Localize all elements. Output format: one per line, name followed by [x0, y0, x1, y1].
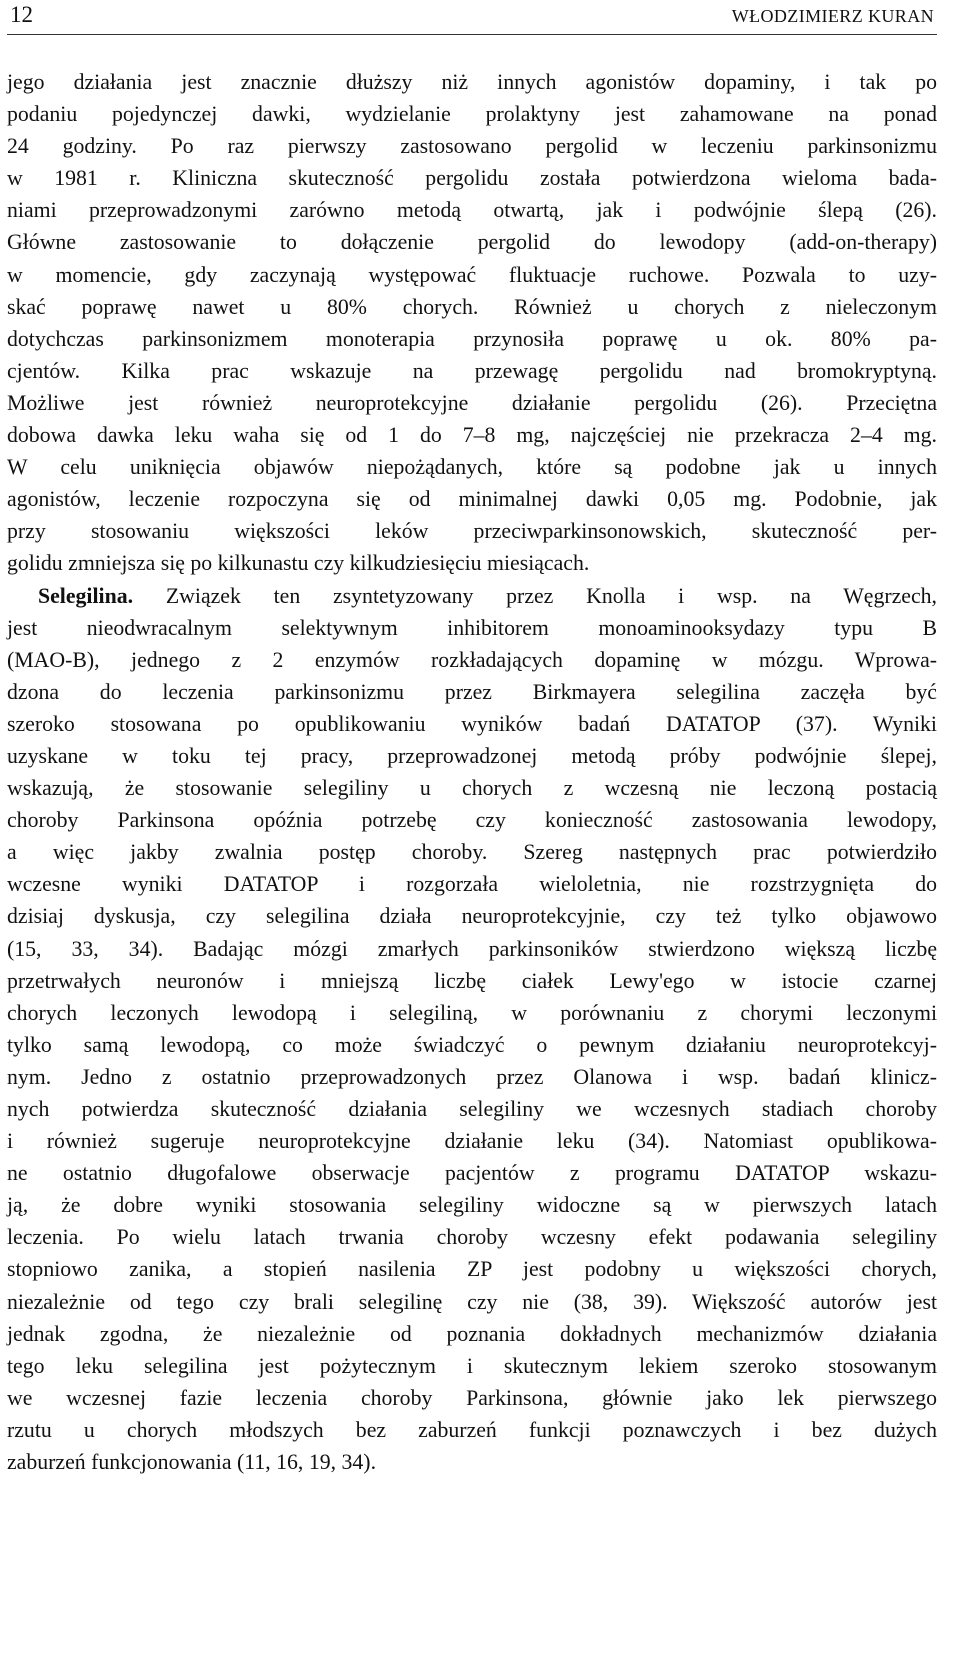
body-text: [7, 66, 937, 1478]
text-line: ne ostatnio długofalowe obserwacje pacjentów z programu DATATOP wskazu-: [7, 1161, 937, 1186]
running-header: [7, 0, 937, 38]
text-line: tylko samą lewodopą, co może świadczyć o pewnym działaniu neuroprotekcyj-: [7, 1032, 937, 1057]
text-line: dobowa dawka leku waha się od 1 do 7–8 mg, najczęściej nie przekracza 2–4 mg.: [7, 423, 937, 448]
text-line: 24 godziny. Po raz pierwszy zastosowano pergolid w leczeniu parkinsonizmu: [7, 134, 937, 159]
text-line: stopniowo zanika, a stopień nasilenia ZP jest podobny u większości chorych,: [7, 1257, 937, 1282]
text-line: skać poprawę nawet u 80% chorych. Również u chorych z nieleczonym: [7, 294, 937, 319]
text-line: nym. Jedno z ostatnio przeprowadzonych przez Olanowa i wsp. badań klinicz-: [7, 1064, 937, 1089]
text-line: przy stosowaniu większości leków przeciwparkinsonowskich, skuteczność per-: [7, 519, 937, 544]
text-fragment: Związek ten zsyntetyzowany przez Knolla i wsp. na Węgrzech,: [133, 583, 937, 608]
section-heading-selegilina: Selegilina.: [38, 583, 134, 608]
text-line: agonistów, leczenie rozpoczyna się od minimalnej dawki 0,05 mg. Podobnie, jak: [7, 487, 937, 512]
text-line: a więc jakby zwalnia postęp choroby. Szereg następnych prac potwierdziło: [7, 840, 937, 865]
text-line: dzisiaj dyskusja, czy selegilina działa neuroprotekcyjnie, czy też tylko objawowo: [7, 904, 937, 929]
text-line: szeroko stosowana po opublikowaniu wyników badań DATATOP (37). Wyniki: [7, 711, 937, 736]
text-line: dzona do leczenia parkinsonizmu przez Birkmayera selegilina zaczęła być: [7, 679, 937, 704]
text-line: cjentów. Kilka prac wskazuje na przewagę pergolidu nad bromokryptyną.: [7, 358, 937, 383]
text-line: chorych leczonych lewodopą i selegiliną, w porównaniu z chorymi leczonymi: [7, 1000, 937, 1025]
text-line: rzutu u chorych młodszych bez zaburzeń funkcji poznawczych i bez dużych: [7, 1417, 937, 1442]
text-line: niami przeprowadzonymi zarówno metodą otwartą, jak i podwójnie ślepą (26).: [7, 198, 937, 223]
text-line: niezależnie od tego czy brali selegilinę czy nie (38, 39). Większość autorów jest: [7, 1289, 937, 1314]
text-line: we wczesnej fazie leczenia choroby Parkinsona, głównie jako lek pierwszego: [7, 1385, 937, 1410]
text-line: wskazują, że stosowanie selegiliny u chorych z wczesną nie leczoną postacią: [7, 776, 937, 801]
text-line: przetrwałych neuronów i mniejszą liczbę ciałek Lewy'ego w istocie czarnej: [7, 968, 937, 993]
text-line: Główne zastosowanie to dołączenie pergolid do lewodopy (add-on-therapy): [7, 230, 937, 255]
text-line: [7, 580, 937, 612]
text-line: jednak zgodna, że niezależnie od poznania dokładnych mechanizmów działania: [7, 1321, 937, 1346]
text-line: choroby Parkinsona opóźnia potrzebę czy konieczność zastosowania lewodopy,: [7, 808, 937, 833]
paragraph-selegiline: [7, 580, 937, 1479]
text-line: wczesne wyniki DATATOP i rozgorzała wieloletnia, nie rozstrzygnięta do: [7, 872, 937, 897]
text-line: w momencie, gdy zaczynają występować fluktuacje ruchowe. Pozwala to uzy-: [7, 262, 937, 287]
text-line: podaniu pojedynczej dawki, wydzielanie prolaktyny jest zahamowane na ponad: [7, 102, 937, 127]
text-line: golidu zmniejsza się po kilkunastu czy kilkudziesięciu miesiącach.: [7, 551, 590, 576]
text-line: (MAO-B), jednego z 2 enzymów rozkładających dopaminę w mózgu. Wprowa-: [7, 647, 937, 672]
text-line: zaburzeń funkcjonowania (11, 16, 19, 34).: [7, 1450, 377, 1475]
text-line: (15, 33, 34). Badając mózgi zmarłych parkinsoników stwierdzono większą liczbę: [7, 936, 937, 961]
text-line: tego leku selegilina jest pożytecznym i skutecznym lekiem szeroko stosowanym: [7, 1353, 937, 1378]
text-line: W celu uniknięcia objawów niepożądanych, które są podobne jak u innych: [7, 455, 937, 480]
text-line: w 1981 r. Kliniczna skuteczność pergolidu została potwierdzona wieloma bada-: [7, 166, 937, 191]
text-line: nych potwierdza skuteczność działania selegiliny we wczesnych stadiach choroby: [7, 1097, 937, 1121]
text-line: Możliwe jest również neuroprotekcyjne działanie pergolidu (26). Przeciętna: [7, 390, 937, 415]
page-number: 12: [10, 2, 33, 27]
paragraph-pergolide: [7, 66, 937, 580]
header-rule: [7, 34, 937, 35]
text-line: jego działania jest znacznie dłuższy niż innych agonistów dopaminy, i tak po: [7, 70, 937, 94]
text-line: jest nieodwracalnym selektywnym inhibitorem monoaminooksydazy typu B: [7, 615, 937, 640]
text-line: uzyskane w toku tej pracy, przeprowadzonej metodą próby podwójnie ślepej,: [7, 743, 937, 768]
text-line: dotychczas parkinsonizmem monoterapia przynosiła poprawę u ok. 80% pa-: [7, 326, 937, 351]
text-line: leczenia. Po wielu latach trwania choroby wczesny efekt podawania selegiliny: [7, 1225, 937, 1250]
text-line: i również sugeruje neuroprotekcyjne działanie leku (34). Natomiast opublikowa-: [7, 1129, 937, 1154]
text-line: ją, że dobre wyniki stosowania selegiliny widoczne są w pierwszych latach: [7, 1193, 937, 1218]
running-head-author: WŁODZIMIERZ KURAN: [731, 6, 934, 26]
